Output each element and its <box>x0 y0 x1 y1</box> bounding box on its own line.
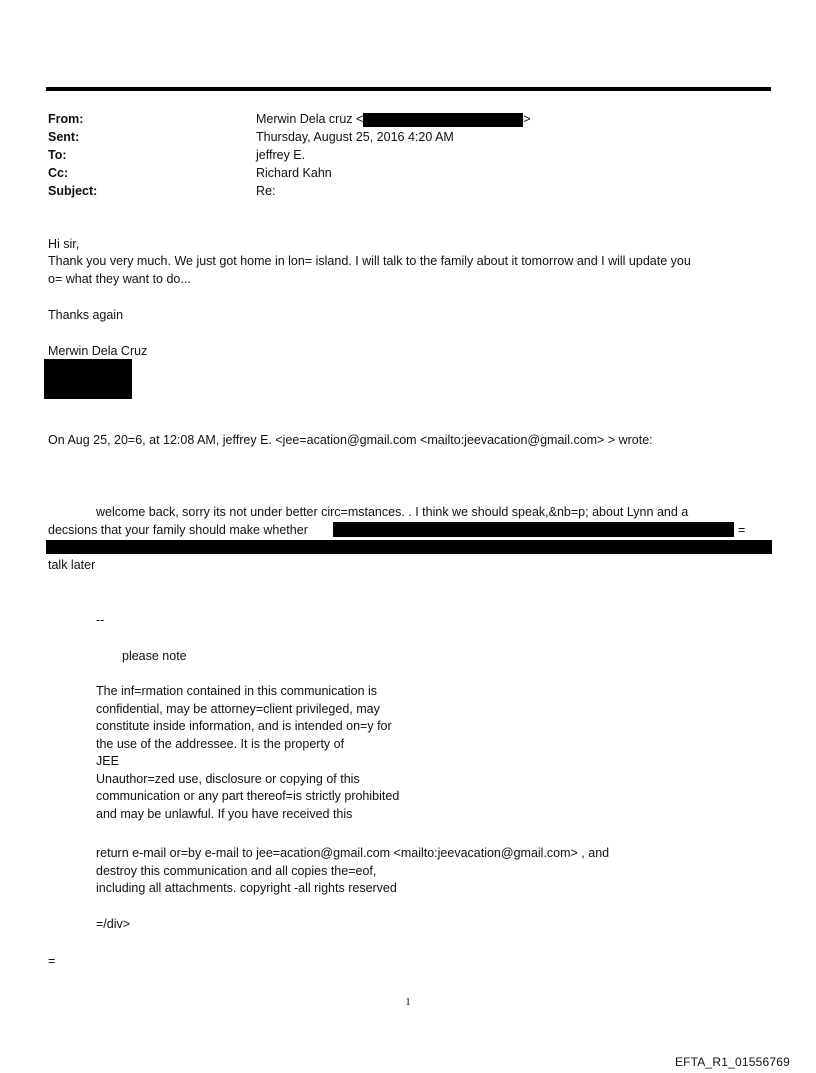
page-number: 1 <box>405 996 411 1008</box>
disclaimer-line: including all attachments. copyright -all rights reserved <box>96 881 397 895</box>
redaction-block <box>363 113 523 127</box>
from-value <box>256 110 748 128</box>
disclaimer-line: and may be unlawful. If you have received this <box>96 806 353 821</box>
disclaimer-line: destroy this communication and all copies the=eof, <box>96 863 377 878</box>
disclaimer-line: constitute inside information, and is intended on=y for <box>96 719 392 733</box>
trailing-equals: = <box>48 954 56 968</box>
quoted-line-2-start: decsions that your family should make whether <box>48 523 308 537</box>
sent-row <box>48 128 748 146</box>
signature-redaction <box>44 359 132 399</box>
subject-label: Subject: <box>48 184 98 198</box>
subject-row <box>48 182 748 200</box>
redaction-block <box>333 522 734 537</box>
disclaimer-paragraph-2 <box>96 845 716 898</box>
sent-value: Thursday, August 25, 2016 4:20 AM <box>256 130 454 144</box>
quoted-line-4: talk later <box>48 558 96 572</box>
greeting: Hi sir, <box>48 237 80 251</box>
subject-value: Re: <box>256 184 276 198</box>
quoted-line-1: welcome back, sorry its not under better circ=mstances. . I think we should speak,&nb=p; about Lynn and a <box>96 505 689 519</box>
email-header <box>48 110 748 200</box>
disclaimer-line: Unauthor=zed use, disclosure or copying of this <box>96 771 360 786</box>
signature-name: Merwin Dela Cruz <box>48 344 148 358</box>
cc-row <box>48 164 748 182</box>
body-line-2: o= what they want to do... <box>48 272 191 286</box>
from-name: Merwin Dela cruz < <box>256 112 364 126</box>
quote-header: On Aug 25, 20=6, at 12:08 AM, jeffrey E. <jee=acation@gmail.com <mailto:jeevacation@gmail.com> > wrote: <box>48 433 653 447</box>
header-rule <box>46 87 771 91</box>
quoted-line-2-end: = <box>738 523 746 537</box>
cc-value: Richard Kahn <box>256 166 332 180</box>
to-row <box>48 146 748 164</box>
from-row <box>48 110 748 128</box>
thanks-line: Thanks again <box>48 308 124 322</box>
disclaimer-line: JEE <box>96 754 119 768</box>
disclaimer-paragraph <box>96 683 716 823</box>
cc-label: Cc: <box>48 166 69 180</box>
document-id: EFTA_R1_01556769 <box>674 1055 790 1069</box>
from-label: From: <box>48 112 84 126</box>
disclaimer-line: return e-mail or=by e-mail to jee=acation@gmail.com <mailto:jeevacation@gmail.com> , and <box>96 846 610 860</box>
disclaimer-line: the use of the addressee. It is the property of <box>96 736 345 751</box>
disclaimer-line: confidential, may be attorney=client privileged, may <box>96 701 380 716</box>
to-label: To: <box>48 148 67 162</box>
disclaimer-line: The inf=rmation contained in this communication is <box>96 684 378 698</box>
from-close: > <box>523 112 531 126</box>
redaction-block <box>46 540 772 554</box>
signature-dashes: -- <box>96 613 105 627</box>
sent-label: Sent: <box>48 130 80 144</box>
to-value: jeffrey E. <box>256 148 306 162</box>
body-line-1: Thank you very much. We just got home in lon= island. I will talk to the family about it tomorrow and I will update you <box>48 254 691 268</box>
div-close-text: =/div> <box>96 917 131 931</box>
note-title: please note <box>122 649 187 663</box>
disclaimer-line: communication or any part thereof=is strictly prohibited <box>96 789 400 803</box>
